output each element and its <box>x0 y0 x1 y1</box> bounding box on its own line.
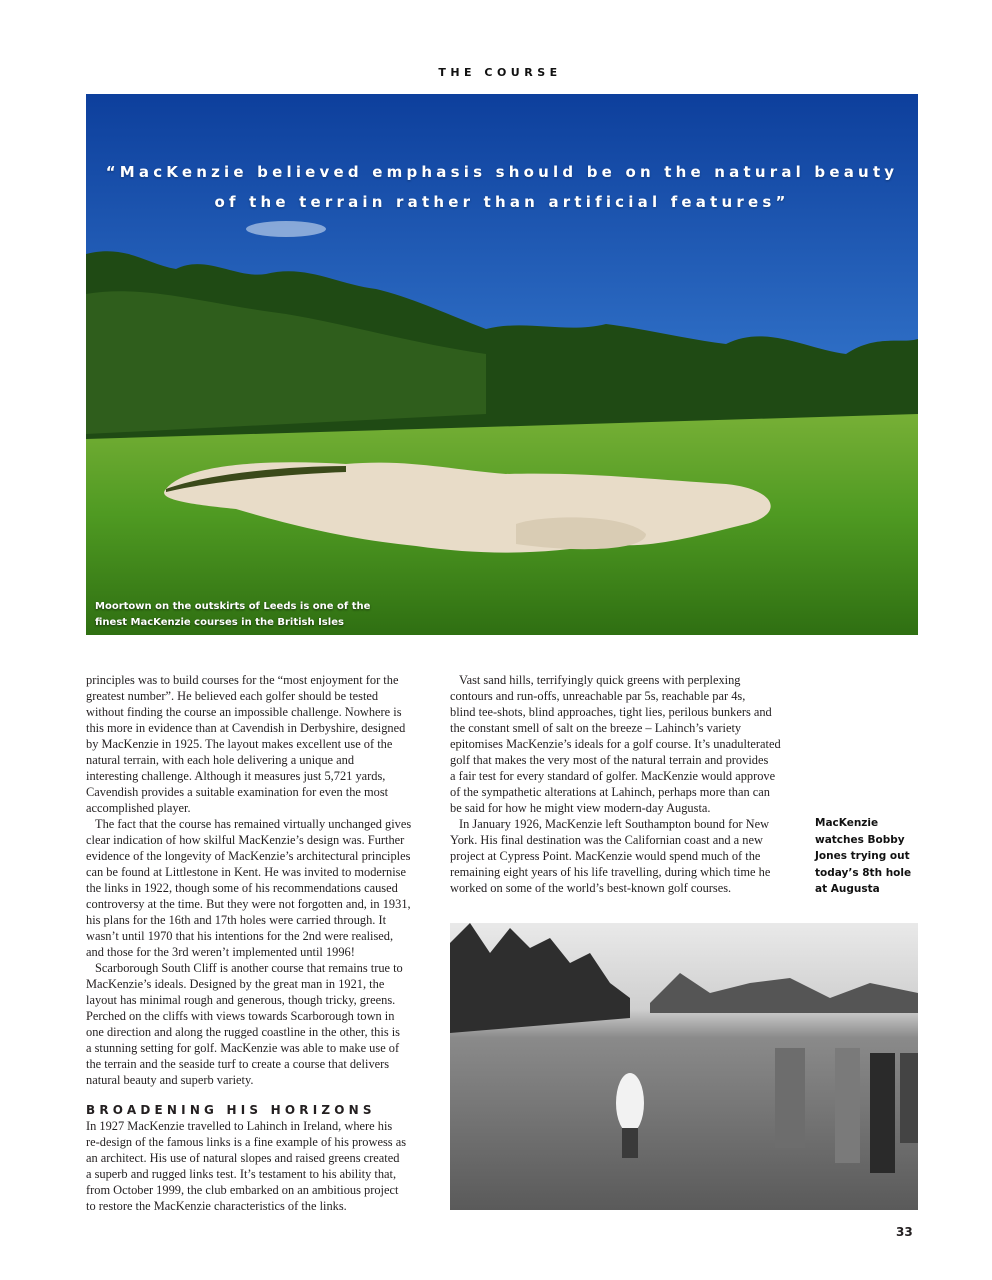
text-line: project at Cypress Point. MacKenzie would spend much of the <box>450 849 761 863</box>
text-line: the terrain and the seaside turf to create a course that delivers <box>86 1057 390 1071</box>
caption-line: at Augusta <box>815 883 880 895</box>
caption-line: today’s 8th hole <box>815 866 912 879</box>
caption-line: MacKenzie <box>815 817 879 829</box>
text-line: remaining eight years of his life travelling, during which time he <box>450 865 771 879</box>
caption-line: finest MacKenzie courses in the British Isles <box>95 617 344 628</box>
text-line: The fact that the course has remained virtually unchanged gives <box>95 817 412 831</box>
moortown-course-photo <box>86 94 918 635</box>
text-line: contours and run-offs, unreachable par 5s, reachable par 4s, <box>450 689 746 703</box>
text-line: MacKenzie’s ideals. Designed by the great man in 1921, the <box>86 977 385 991</box>
text-line: one direction and along the rugged coastline in the other, this is <box>86 1025 401 1039</box>
mackenzie-bobby-jones-photo <box>450 923 918 1210</box>
text-line: natural terrain, with each hole delivering a unique and <box>86 753 355 767</box>
text-line: wasn’t until 1970 that his intentions for the 2nd were realised, <box>86 929 394 943</box>
text-line: golf that makes the very most of the natural terrain and provides <box>450 753 769 767</box>
caption-line: Jones trying out <box>815 850 910 862</box>
text-line: interesting challenge. Although it measures just 5,721 yards, <box>86 769 386 783</box>
text-line: a stunning setting for golf. MacKenzie was able to make use of <box>86 1041 400 1055</box>
text-line: layout has minimal rough and generous, though tricky, greens. <box>86 993 396 1007</box>
section-label: THE COURSE <box>438 66 562 79</box>
caption-line: watches Bobby <box>815 833 905 846</box>
text-line: In 1927 MacKenzie travelled to Lahinch in Ireland, where his <box>86 1119 393 1133</box>
text-line: Vast sand hills, terrifyingly quick greens with perplexing <box>459 673 741 687</box>
text-line: greatest number”. He believed each golfer should be tested <box>86 689 379 703</box>
text-line: In January 1926, MacKenzie left Southampton bound for New <box>459 817 770 831</box>
text-line: the links in 1922, though some of his recommendations caused <box>86 881 398 895</box>
text-line: Scarborough South Cliff is another course that remains true to <box>95 961 403 975</box>
text-line: an architect. His use of natural slopes and raised greens created <box>86 1151 400 1165</box>
article-column-2 <box>450 672 800 896</box>
text-line: evidence of the longevity of MacKenzie’s architectural principles <box>86 849 411 863</box>
text-line: his plans for the 16th and 17th holes were carried through. It <box>86 913 387 927</box>
text-line: accomplished player. <box>86 801 191 815</box>
pull-quote-line-1: “MacKenzie believed emphasis should be on the natural beauty <box>105 163 899 181</box>
article-column-1 <box>86 672 436 1214</box>
text-line: principles was to build courses for the “most enjoyment for the <box>86 673 399 687</box>
pull-quote-line-2: of the terrain rather than artificial features” <box>214 193 790 211</box>
text-line: can be found at Littlestone in Kent. He was invited to modernise <box>86 865 407 879</box>
text-line: to restore the MacKenzie characteristics of the links. <box>86 1199 347 1213</box>
text-line: Perched on the cliffs with views towards Scarborough town in <box>86 1009 395 1023</box>
text-line: by MacKenzie in 1925. The layout makes excellent use of the <box>86 737 393 751</box>
text-line: the constant smell of salt on the breeze – Lahinch’s variety <box>450 721 742 735</box>
augusta-photo-caption <box>815 815 911 898</box>
text-line: controversy at the time. But they were not forgotten and, in 1931, <box>86 897 411 911</box>
text-line: a superb and rugged links test. It’s testament to his ability that, <box>86 1167 397 1181</box>
text-line: without finding the course an impossible challenge. Nowhere is <box>86 705 402 719</box>
column-1-after-heading <box>86 1118 436 1214</box>
text-line: from October 1999, the club embarked on an ambitious project <box>86 1183 399 1197</box>
section-heading: BROADENING HIS HORIZONS <box>86 1103 376 1117</box>
text-line: epitomises MacKenzie’s ideals for a golf course. It’s unadulterated <box>450 737 781 751</box>
text-line: and those for the 3rd weren’t implemented until 1996! <box>86 945 355 959</box>
text-line: of the sympathetic alterations at Lahinch, perhaps more than can <box>450 785 770 799</box>
text-line: a fair test for every standard of golfer. MacKenzie would approve <box>450 769 776 783</box>
text-line: be said for how he might view modern-day Augusta. <box>450 801 711 815</box>
column-2-paragraphs <box>450 672 800 896</box>
photo-caption <box>95 599 370 631</box>
caption-line: Moortown on the outskirts of Leeds is one of the <box>95 601 371 612</box>
text-line: Cavendish provides a suitable examination for even the most <box>86 785 389 799</box>
text-line: clear indication of how skilful MacKenzie’s design was. Further <box>86 833 405 847</box>
text-line: this more in evidence than at Cavendish in Derbyshire, designed <box>86 721 406 735</box>
text-line: natural beauty and superb variety. <box>86 1073 254 1087</box>
text-line: worked on some of the world’s best-known golf courses. <box>450 881 732 895</box>
text-line: re-design of the famous links is a fine example of his prowess as <box>86 1135 407 1149</box>
column-1-paragraphs <box>86 672 436 1088</box>
text-line: York. His final destination was the Californian coast and a new <box>450 833 763 847</box>
page-number: 33 <box>896 1225 913 1239</box>
text-line: blind tee-shots, blind approaches, tight lies, perilous bunkers and <box>450 705 772 719</box>
